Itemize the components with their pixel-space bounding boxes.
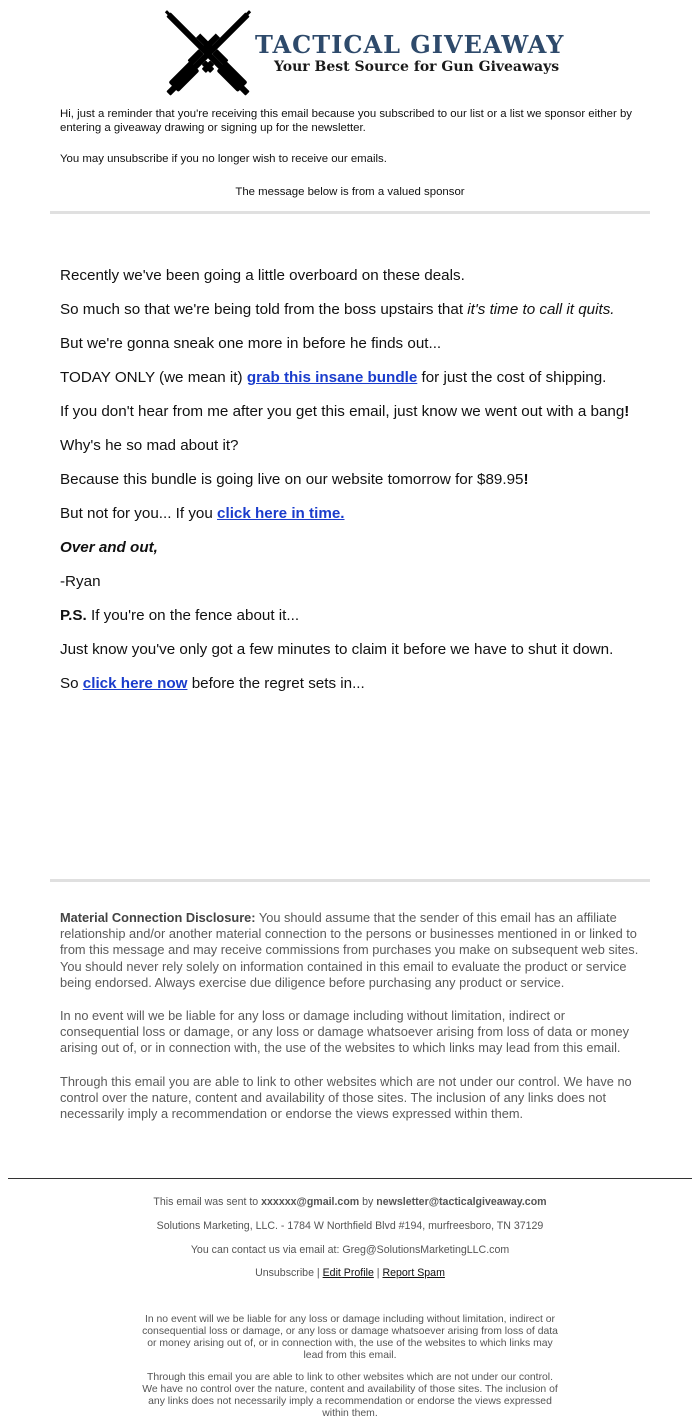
body-paragraph: But we're gonna sneak one more in before he finds out...	[60, 335, 442, 352]
contact-line: You can contact us via email at: Greg@SolutionsMarketingLLC.com	[190, 1244, 510, 1256]
postscript: P.S. If you're on the fence about it...	[60, 607, 300, 624]
email-header	[0, 0, 700, 110]
sponsor-note: The message below is from a valued sponsor	[235, 186, 465, 198]
body-paragraph: So much so that we're being told from the boss upstairs that it's time to call it quits.	[60, 301, 615, 318]
company-address: Solutions Marketing, LLC. - 1784 W Northfield Blvd #194, murfreesboro, TN 37129	[156, 1220, 544, 1232]
body-paragraph: Recently we've been going a little overboard on these deals.	[60, 267, 465, 284]
footer-divider	[8, 1178, 692, 1179]
signature: -Ryan	[60, 573, 101, 590]
body-paragraph: So click here now before the regret sets in...	[60, 675, 365, 692]
sent-to-line: This email was sent to xxxxxx@gmail.com by newsletter@tacticalgiveaway.com	[153, 1196, 547, 1208]
logo-tagline: Your Best Source for Gun Giveaways	[274, 59, 560, 75]
click-here-now-link[interactable]: click here now	[82, 675, 188, 692]
body-paragraph: But not for you... If you click here in time.	[60, 505, 345, 522]
recipient-email: xxxxxx@gmail.com	[261, 1196, 360, 1208]
body-paragraph: TODAY ONLY (we mean it) grab this insane bundle for just the cost of shipping.	[60, 369, 607, 386]
material-connection-disclosure: Material Connection Disclosure: You should assume that the sender of this email has an affiliate relationship and/or another material connection to the persons or businesses mentioned in or linked to from this message and may receive commissions from purchases you make on subsequent web sites. You should never rely solely on information contained in this email to evaluate the product or service being endorsed. Always exercise due diligence before purchasing any product or service.	[60, 910, 639, 990]
external-links-disclaimer: Through this email you are able to link to other websites which are not under our control. We have no control over the nature, content and availability of those sites. The inclusion of any links does not necessarily imply a recommendation or endorse the views expressed within them.	[60, 1073, 632, 1122]
click-here-in-time-link[interactable]: click here in time.	[217, 505, 345, 522]
message-body	[60, 266, 645, 708]
unsubscribe-link[interactable]: Unsubscribe	[255, 1267, 314, 1279]
signoff: Over and out,	[60, 539, 158, 556]
footer-external-links-disclaimer: Through this email you are able to link to other websites which are not under our control. We have no control over the nature, content and availability of those sites. The inclusion of any links does not necessarily imply a recommendation or endorse the views expressed within them.	[142, 1372, 558, 1419]
edit-profile-link[interactable]: Edit Profile	[322, 1267, 374, 1279]
unsubscribe-note: You may unsubscribe if you no longer wish to receive our emails.	[60, 153, 387, 165]
divider	[50, 879, 650, 882]
emphasis-text: it's time to call it quits.	[467, 301, 615, 318]
body-paragraph: Because this bundle is going live on our website tomorrow for $89.95!	[60, 471, 529, 488]
grab-bundle-link[interactable]: grab this insane bundle	[246, 369, 418, 386]
crossed-rifles-icon	[158, 8, 258, 100]
liability-disclaimer: In no event will we be liable for any loss or damage including without limitation, indirect or consequential loss or damage, or any loss or damage whatsoever arising from loss of data or money arising out of, or in connection with, the use of the websites to which links may lead from this email.	[60, 1008, 630, 1056]
body-paragraph: Why's he so mad about it?	[60, 437, 239, 454]
divider	[50, 211, 650, 214]
logo-title: TACTICAL GIVEAWAY	[255, 30, 565, 59]
body-paragraph: Just know you've only got a few minutes to claim it before we have to shut it down.	[60, 641, 614, 658]
subscription-preface	[60, 108, 640, 167]
subscription-reminder: Hi, just a reminder that you're receiving this email because you subscribed to our list or a list we sponsor either by entering a giveaway drawing or signing up for the newsletter.	[60, 108, 632, 134]
report-spam-link[interactable]: Report Spam	[382, 1267, 445, 1279]
body-paragraph: If you don't hear from me after you get this email, just know we went out with a bang!	[60, 403, 630, 420]
footer-links: Unsubscribe | Edit Profile | Report Spam	[255, 1267, 445, 1279]
disclosure-section	[60, 910, 642, 1139]
sender-email: newsletter@tacticalgiveaway.com	[376, 1196, 547, 1208]
footer-liability-disclaimer: In no event will we be liable for any loss or damage including without limitation, indirect or consequential loss or damage, or any loss or damage whatsoever arising from loss of data or money arising out of, or in connection with, the use of the websites to which links may lead from this email.	[142, 1314, 558, 1361]
